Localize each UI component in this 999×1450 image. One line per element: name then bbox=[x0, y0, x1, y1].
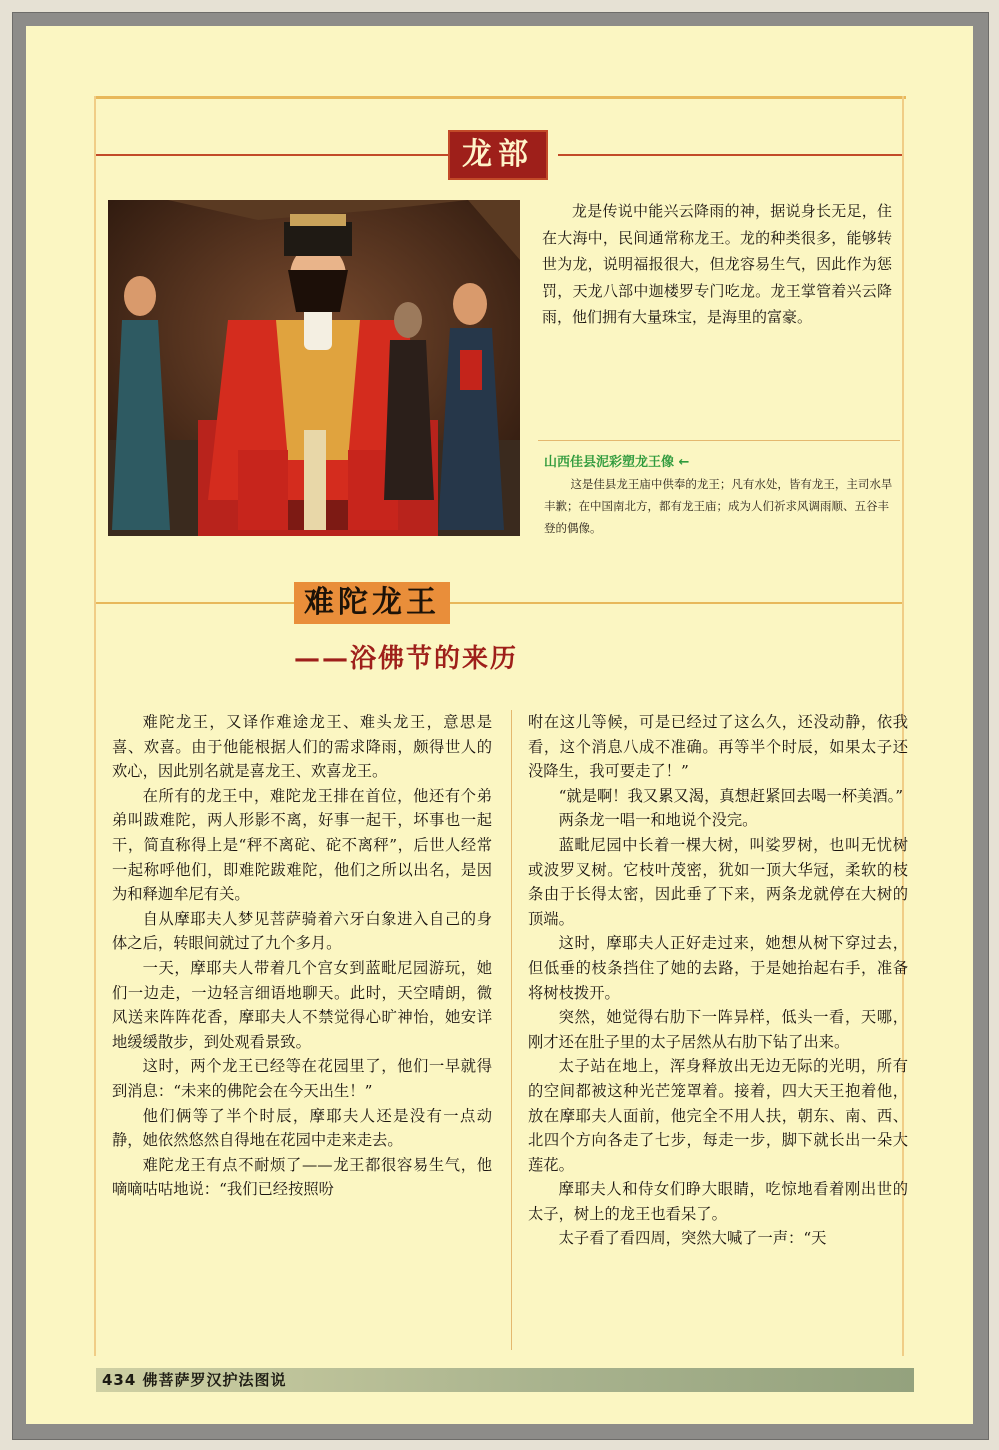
top-border-rule bbox=[94, 96, 906, 99]
paragraph: 难陀龙王有点不耐烦了——龙王都很容易生气，他嘀嘀咕咕地说：“我们已经按照吩 bbox=[112, 1155, 492, 1199]
paragraph: 两条龙一唱一和地说个没完。 bbox=[558, 811, 758, 830]
left-text-column bbox=[112, 710, 492, 1202]
photo-caption bbox=[538, 440, 900, 547]
paragraph: 这时，摩耶夫人正好走过来，她想从树下穿过去，但低垂的枝条挡住了她的去路，于是她抬起右手，准备将树枝拨开。 bbox=[528, 934, 908, 1002]
paragraph: 蓝毗尼园中长着一棵大树，叫娑罗树，也叫无忧树或波罗叉树。它枝叶茂密，犹如一顶大华冠，柔软的枝条由于长得太密，因此垂了下来，两条龙就停在大树的顶端。 bbox=[528, 835, 908, 928]
caption-text: 这是佳县龙王庙中供奉的龙王；凡有水处，皆有龙王，主司水旱丰歉；在中国南北方，都有龙王庙；成为人们祈求风调雨顺、五谷丰登的偶像。 bbox=[544, 477, 893, 535]
paragraph: 他们俩等了半个时辰，摩耶夫人还是没有一点动静，她依然悠然自得地在花园中走来走去。 bbox=[112, 1106, 492, 1150]
section-rule-right bbox=[558, 154, 902, 156]
intro-paragraph: 龙是传说中能兴云降雨的神，据说身长无足，住在大海中，民间通常称龙王。龙的种类很多，能够转世为龙，说明福报很大，但龙容易生气，因此作为惩罚，天龙八部中迦楼罗专门吃龙。龙王掌管着兴云降雨，他们拥有大量珠宝，是海里的富豪。 bbox=[542, 202, 892, 326]
page-footer bbox=[96, 1368, 914, 1392]
paragraph: 一天，摩耶夫人带着几个宫女到蓝毗尼园游玩，她们一边走，一边轻言细语地聊天。此时，天空晴朗，微风送来阵阵花香，摩耶夫人不禁觉得心旷神怡，她安详地缓缓散步，到处观看景致。 bbox=[112, 958, 492, 1051]
left-border-rule bbox=[94, 96, 96, 1356]
story-title: 难陀龙王 bbox=[294, 582, 450, 624]
section-title: 龙部 bbox=[450, 132, 546, 178]
paragraph: 摩耶夫人和侍女们睁大眼睛，吃惊地看着刚出世的太子，树上的龙王也看呆了。 bbox=[528, 1180, 908, 1223]
section-rule-left bbox=[96, 154, 450, 156]
dragon-king-photo bbox=[108, 200, 520, 536]
paragraph: 自从摩耶夫人梦见菩萨骑着六牙白象进入自己的身体之后，转眼间就过了九个多月。 bbox=[112, 909, 492, 953]
paragraph: 在所有的龙王中，难陀龙王排在首位，他还有个弟弟叫跋难陀，两人形影不离，好事一起干，坏事也一起干，简直称得上是“秤不离砣、砣不离秤”，后世人经常一起称呼他们，即难陀跋难陀，他们之所以出名，是因为和释迦牟尼有关。 bbox=[112, 786, 492, 904]
paragraph: 这时，两个龙王已经等在花园里了，他们一早就得到消息：“未来的佛陀会在今天出生！” bbox=[112, 1057, 492, 1100]
dragon-king-statue-icon bbox=[108, 200, 520, 536]
paragraph: 突然，她觉得右肋下一阵异样，低头一看，天哪，刚才还在肚子里的太子居然从右肋下钻了出来。 bbox=[528, 1008, 908, 1051]
paragraph: 难陀龙王，又译作难途龙王、难头龙王，意思是喜、欢喜。由于他能根据人们的需求降雨，颇得世人的欢心，因此别名就是喜龙王、欢喜龙王。 bbox=[112, 713, 492, 781]
right-text-column bbox=[528, 710, 908, 1251]
paragraph: 太子站在地上，浑身释放出无边无际的光明，所有的空间都被这种光芒笼罩着。接着，四大天王抱着他，放在摩耶夫人面前，他完全不用人扶，朝东、南、西、北四个方向各走了七步，每走一步，脚下就长出一朵大莲花。 bbox=[528, 1057, 908, 1174]
paragraph: “就是啊！我又累又渴，真想赶紧回去喝一杯美酒。” bbox=[558, 786, 904, 805]
story-subtitle: ——浴佛节的来历 bbox=[294, 644, 519, 674]
page-number-and-book-title: 434 佛菩萨罗汉护法图说 bbox=[102, 1371, 287, 1389]
paragraph: 咐在这儿等候，可是已经过了这么久，还没动静，依我看，这个消息八成不准确。再等半个时辰，如果太子还没降生，我可要走了！” bbox=[528, 713, 908, 781]
book-page bbox=[26, 26, 973, 1424]
caption-title: 山西佳县泥彩塑龙王像 ← bbox=[544, 455, 690, 470]
column-divider bbox=[511, 710, 512, 1350]
paragraph: 太子看了看四周，突然大喊了一声：“天 bbox=[558, 1229, 827, 1248]
story-rule bbox=[96, 602, 902, 604]
